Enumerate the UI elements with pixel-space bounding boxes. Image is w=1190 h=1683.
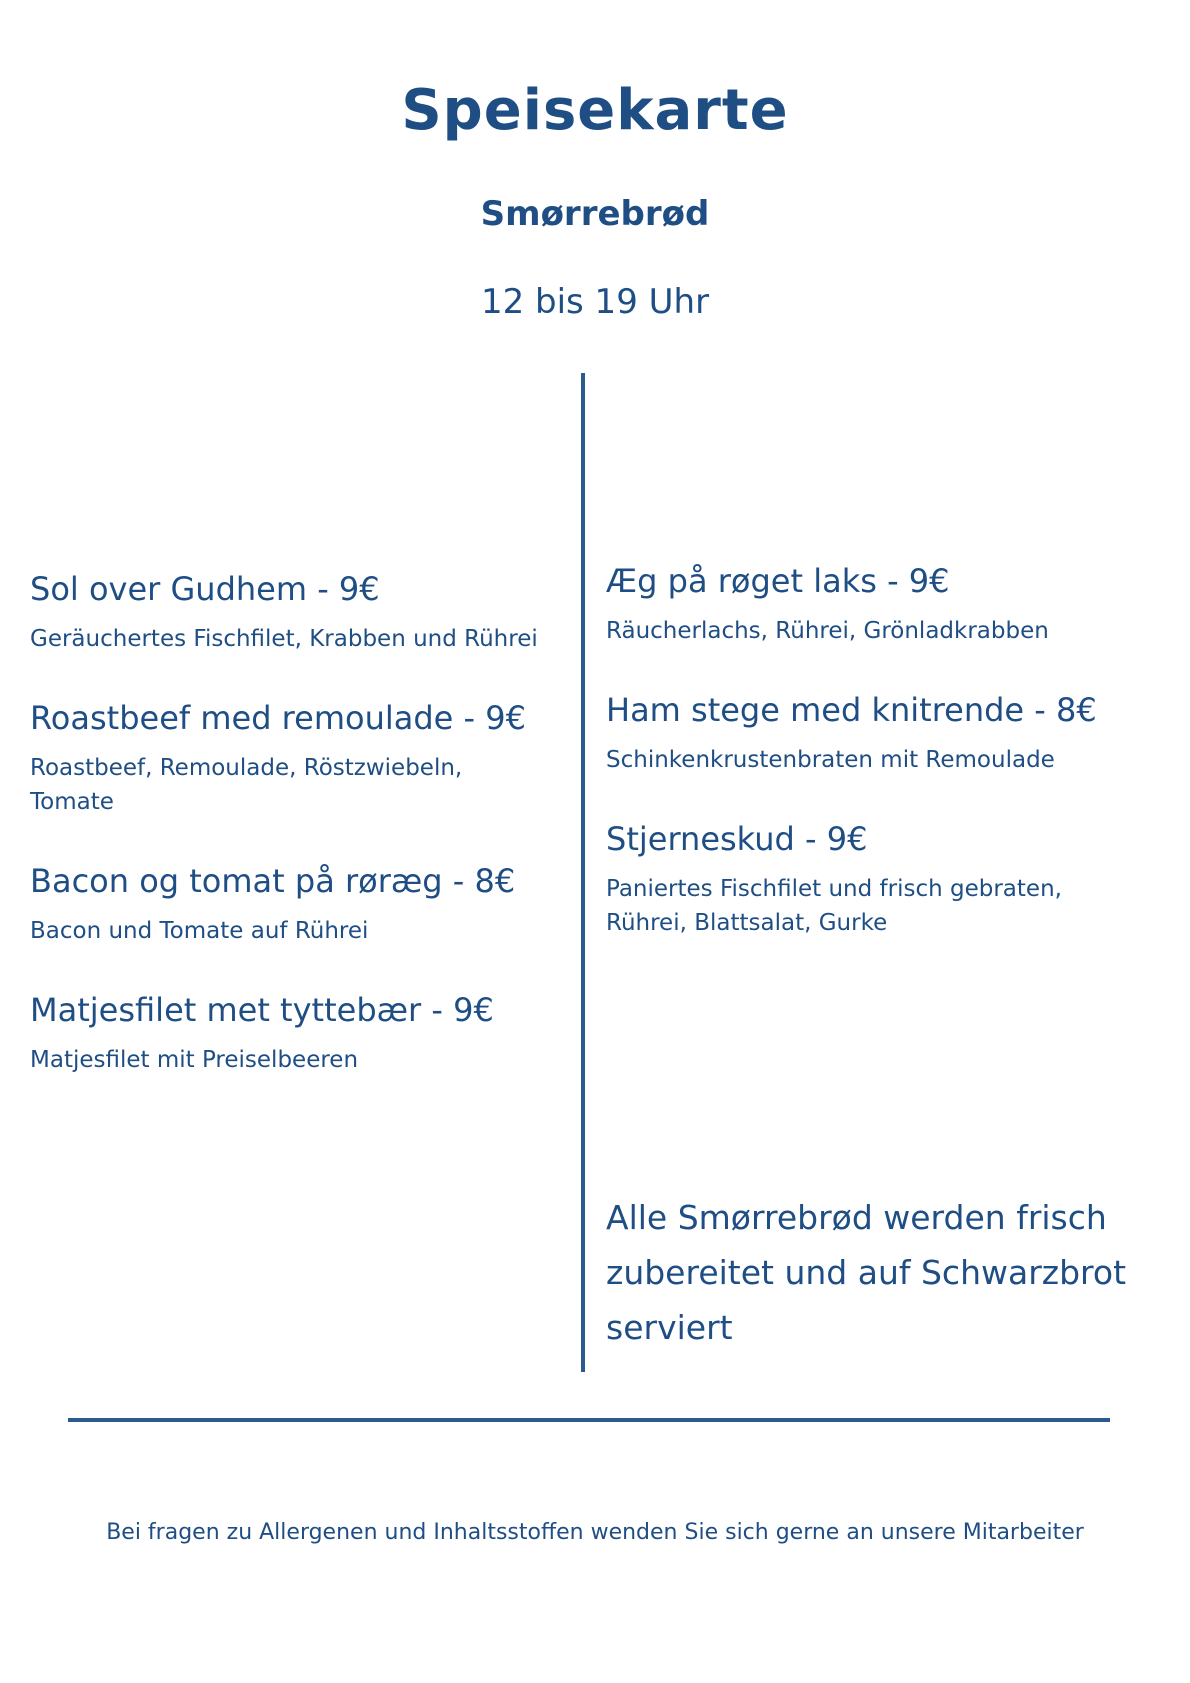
menu-item-name: Roastbeef med remoulade - 9€ xyxy=(30,699,526,737)
menu-item xyxy=(606,818,1146,940)
menu-item-name: Bacon og tomat på røræg - 8€ xyxy=(30,862,516,900)
menu-item-name: Matjesfilet met tyttebær - 9€ xyxy=(30,991,494,1029)
menu-item-description: Geräuchertes Fischfilet, Krabben und Rührei xyxy=(30,626,538,652)
menu-item-description: Matjesfilet mit Preiselbeeren xyxy=(30,1047,359,1073)
menu-item-name: Stjerneskud - 9€ xyxy=(606,820,868,858)
menu-item-name: Æg på røget laks - 9€ xyxy=(606,562,950,600)
menu-item-description: Paniertes Fischfilet und frisch gebraten, Rührei, Blattsalat, Gurke xyxy=(606,876,1062,936)
menu-item-description: Räucherlachs, Rührei, Grönladkrabben xyxy=(606,618,1049,644)
menu-item xyxy=(606,560,1146,648)
menu-item-description: Schinkenkrustenbraten mit Remoulade xyxy=(606,747,1055,773)
menu-item-description: Bacon und Tomate auf Rührei xyxy=(30,918,369,944)
menu-column-right xyxy=(606,560,1146,981)
menu-title: Speisekarte xyxy=(401,78,789,143)
menu-item-description: Roastbeef, Remoulade, Röstzwiebeln, Tomate xyxy=(30,755,463,815)
menu-item xyxy=(606,689,1146,777)
horizontal-divider xyxy=(68,1418,1110,1422)
opening-hours: 12 bis 19 Uhr xyxy=(480,282,710,322)
menu-column-left xyxy=(30,568,550,1118)
menu-item xyxy=(30,860,550,948)
menu-item xyxy=(30,989,550,1077)
menu-item xyxy=(30,697,550,819)
vertical-divider xyxy=(581,373,585,1372)
menu-item-name: Sol over Gudhem - 9€ xyxy=(30,570,380,608)
menu-item-name: Ham stege med knitrende - 8€ xyxy=(606,691,1097,729)
menu-subtitle: Smørrebrød xyxy=(480,194,710,234)
menu-item xyxy=(30,568,550,656)
preparation-note: Alle Smørrebrød werden frisch zubereitet und auf Schwarzbrot serviert xyxy=(606,1198,1127,1347)
allergen-footer: Bei fragen zu Allergenen und Inhaltsstoffen wenden Sie sich gerne an unsere Mitarbeiter xyxy=(106,1520,1084,1545)
